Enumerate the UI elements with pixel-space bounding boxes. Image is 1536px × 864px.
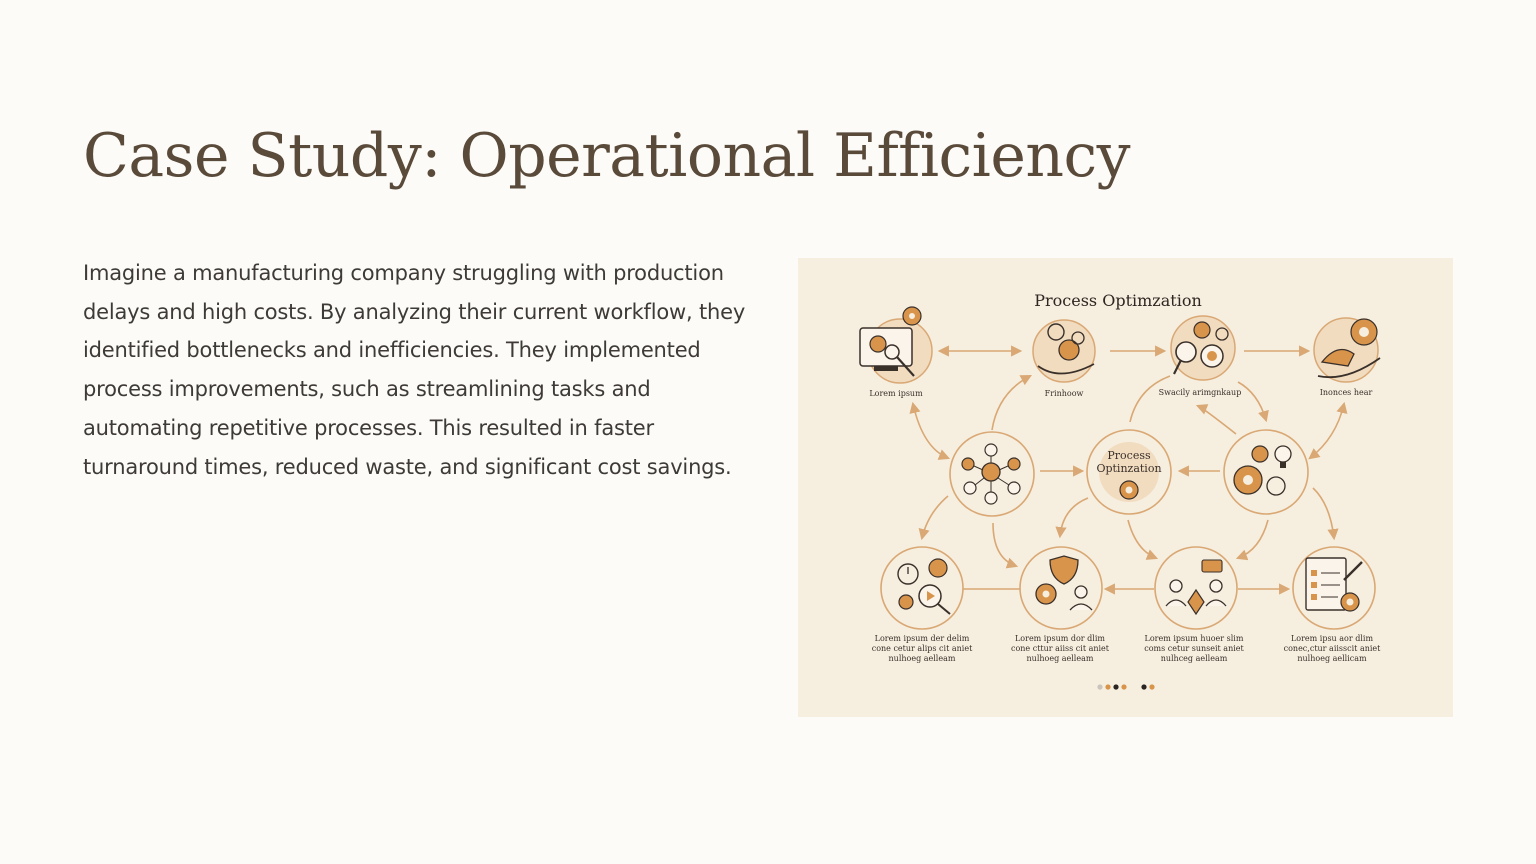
bottom-label-1-line3: nulhoeg aelleam — [888, 654, 956, 663]
slide-title: Case Study: Operational Efficiency — [83, 121, 1131, 191]
center-label-line1: Process — [1107, 449, 1151, 462]
center-label-line2: Optinzation — [1096, 462, 1162, 475]
team-handshake-icon — [1155, 547, 1237, 629]
hand-rocket-icon — [1314, 318, 1380, 382]
slide-body-text: Imagine a manufacturing company struggling with production delays and high costs. By analyzing their current workflow, they identified bottlenecks and inefficiencies. They implemented process improvements, such as streamlining tasks and automating repetitive processes. This resulted in faster turnaround times, reduced waste, and significant cost savings. — [83, 261, 746, 479]
process-optimization-figure — [798, 258, 1453, 717]
gear-lightbulb-icon — [1224, 430, 1308, 514]
node-label-1: Lorem ipsum — [869, 389, 923, 398]
node-label-3: Swacily arimgnkaup — [1158, 388, 1242, 397]
hand-gears-icon — [1033, 320, 1095, 382]
bottom-label-4-line3: nulhoeg aellicam — [1297, 654, 1367, 663]
pagination-dots — [1097, 684, 1154, 689]
magnifier-gears-icon — [1171, 316, 1235, 380]
bottom-label-4-line1: Lorem ipsu aor dlim — [1290, 634, 1374, 643]
bottom-label-1-line2: cone cetur alips cit aniet — [871, 644, 973, 653]
node-label-4: Inonces hear — [1319, 388, 1373, 397]
people-network-icon — [950, 432, 1034, 516]
monitor-gear-icon — [860, 307, 932, 383]
bottom-label-2-line2: cone cttur aiiss cit aniet — [1010, 644, 1110, 653]
bottom-label-2-line3: nulhoeg aelleam — [1026, 654, 1094, 663]
checklist-pen-icon — [1293, 547, 1375, 629]
bottom-label-3-line3: nulhceg aelleam — [1160, 654, 1228, 663]
bottom-label-1-line1: Lorem ipsum der delim — [874, 634, 970, 643]
bottom-label-4-line2: conec,ctur aiisscit aniet — [1283, 644, 1381, 653]
shield-person-icon — [1020, 547, 1102, 629]
bottom-label-3-line2: coms cetur sunseit aniet — [1144, 644, 1244, 653]
clock-gears-icon — [881, 547, 963, 629]
bottom-label-3-line1: Lorem ipsum huoer slim — [1144, 634, 1244, 643]
process-optimization-center — [1087, 430, 1171, 514]
node-label-2: Frinhoow — [1044, 389, 1084, 398]
figure-title: Process Optimzation — [1034, 291, 1202, 310]
bottom-label-2-line1: Lorem ipsum dor dlim — [1014, 634, 1106, 643]
